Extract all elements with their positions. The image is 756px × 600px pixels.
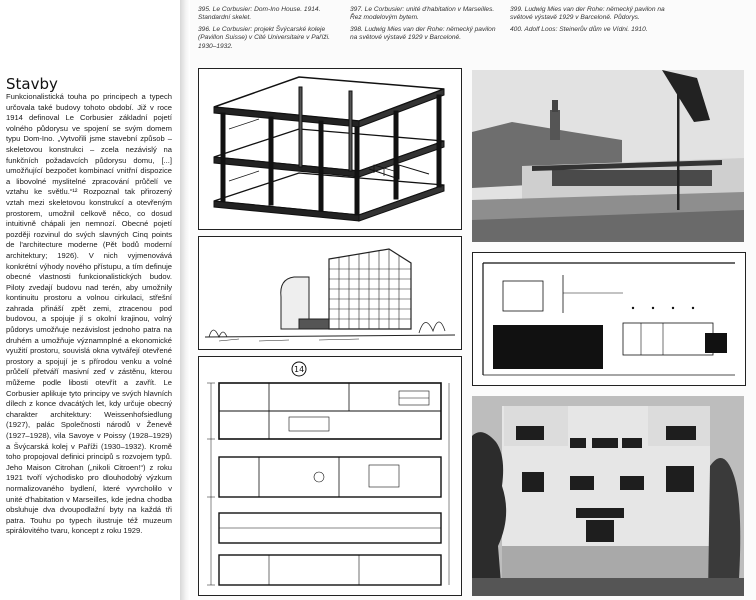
figure-barcelona-plan	[472, 252, 746, 386]
caption-400: 400. Adolf Loos: Steinerův dům ve Vídni. 1910.	[510, 26, 648, 33]
figure-pavillon-suisse	[198, 236, 462, 350]
figure-dom-ino-skeleton	[198, 68, 462, 230]
caption-395: 395. Le Corbusier: Dom-Ino House. 1914. Standardní skelet.	[198, 6, 321, 22]
caption-397: 397. Le Corbusier: unité d'habitation v Marseilles. Řez modelovým bytem.	[350, 6, 495, 22]
barcelona-plan-drawing	[473, 253, 745, 385]
barcelona-pavilion-image	[472, 70, 744, 242]
book-gutter	[180, 0, 190, 600]
figure-unite-section	[198, 356, 462, 596]
dom-ino-drawing	[199, 69, 461, 229]
photo-barcelona-pavilion	[472, 70, 744, 242]
section-heading: Stavby	[6, 75, 58, 93]
caption-396: 396. Le Corbusier: projekt Švýcarské koleje (Pavillon Suisse) v Cité Universitaire v Paříži. 1930–1932.	[198, 26, 330, 50]
pavillon-suisse-sketch	[199, 237, 461, 349]
steiner-house-image	[472, 396, 744, 596]
caption-399: 399. Ludwig Mies van der Rohe: německý pavilon na světové výstavě 1929 v Barceloně. Půdorys.	[510, 6, 665, 22]
body-text: Funkcionalistická touha po principech a typech určovala také budovy tohoto období. Již v roce 1914 definoval Le Corbusier základní pojetí volného půdorysu ve spojení se svým domem typu Dom-Ino. „Vytvořili jsme stavební způsob – skeletovou konstrukci – zcela nezávislý na funkčních požadavcích půdorysu domu, [...] umožňující bezpočet kombinací vnitřní dispozice a libovolné myslitelné zpracování průčelí ve vztahu ke světlu.“¹² Rozpoznal tak přirozený vztah mezi skeletovou konstrukcí a otevřeným prostorem, umožnil celkově něco, co dosud intuitivně chápali jen nemnozí. Obecné pojetí později rozvinul do svých slavných Cinq points de l'architecture moderne (Pět bodů moderní architektury; 1926). V nich vyjmenovává konkrétní výhody nového přístupu, a tím definuje obecné vlastnosti funkcionalistických budov. Piloty zvedají budovu nad terén, aby umožnily kontinuitu prostoru a volnou cirkulaci, střešní zahrada přináší zpět zemi, ztracenou pod budovou, a spojuje jí s okolní krajinou, volný půdorys umožňuje nezávislost jednoho patra na druhém a umožňuje významnplné a ekonomické využití prostoru, souvislá okna vytvářejí otevřené prostory a spojují je s přírodou venku a volné průčelí přetváří masivní zeď v zástěnu, kterou můžeme podle libosti otevřít a zavřít. Le Corbusier aplikuje tyto principy ve svých hlavních dílech z konce dvacátých let, kdy určuje obecný charakter architektury: Weissenhofsiedlung (1927), palác Společnosti národů v Ženevě (1927–1928), vila Savoye v Poissy (1928–1929) a Švýcarská kolej v Paříži (1930–1932). Kromě toho propojoval definici principů s rozvojem typů. Jeho Maison Citrohan („nikoli Citroen!“) z roku 1921 tvoří východisko pro dlouhodobý výzkum normalizovaného bydlení, které vyvrcholilo v unité d'habitation v Marseilles, kde jedna chodba obsluhuje dva dvoupodlažní byty na každá tři patra. Touhu po typech ilustruje též muzeum spirálovitého tvaru, koncept z roku 1929.	[6, 92, 172, 536]
left-page	[0, 0, 180, 600]
caption-398: 398. Ludwig Mies van der Rohe: německý pavilon na světové výstavě 1929 v Barceloně.	[350, 26, 496, 42]
svg-text:14: 14	[294, 365, 305, 374]
unite-section-drawing	[199, 357, 461, 595]
photo-steiner-house	[472, 396, 744, 596]
